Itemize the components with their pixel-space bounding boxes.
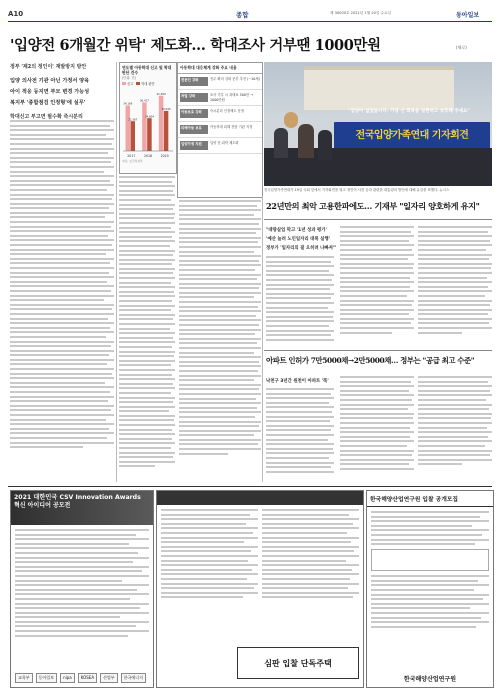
bar-value-label: 24,604 xyxy=(144,115,154,119)
lead-body-col-3 xyxy=(179,200,261,482)
photo-person-3 xyxy=(318,130,332,160)
table-row-value: 입양 전 위탁 제도화 xyxy=(210,141,239,145)
table-row-value: 즉시분리 인정제도 운영 xyxy=(210,109,244,113)
bar-2018-0 xyxy=(142,102,147,151)
banner-text: 전국입양가족연대 기자회견 xyxy=(355,130,469,141)
lead-sub-2: 입양 의사전 기관 아닌 가정서 양육 xyxy=(10,78,90,84)
photo-sign: "입양이 없었습니다. 가장 선 회복을 실현하고 보호해 주세요" xyxy=(348,109,470,114)
lead-headline: '입양전 6개월간 위탁' 제도화… 학대조사 거부땐 1000만원 xyxy=(10,37,381,54)
table-row-value: 조사 거부 시 과태료 500만 → 1000만원 xyxy=(210,93,253,102)
table-row xyxy=(178,90,262,106)
lead-body-col-1 xyxy=(10,120,114,482)
lead-subheads xyxy=(10,63,115,120)
press-photo xyxy=(264,62,492,186)
lead-sub-4: 복지부 '종합점검 인정형'에 실무' xyxy=(10,100,86,106)
bar-value-label: 22,367 xyxy=(128,118,138,122)
page-number: A10 xyxy=(8,10,24,18)
table-row-value: 아동학대 피해 전담 기관 지정 xyxy=(210,125,253,129)
table-row xyxy=(178,138,262,154)
apt-sub: 낙천구 3년간 원천이 아파트 '뚝' xyxy=(266,379,329,384)
table-row-key: 전문인 강화 xyxy=(180,77,208,86)
ad-right-footer: 한국해양산업연구원 xyxy=(403,676,457,683)
ad-middle-slogan-box xyxy=(237,647,359,679)
logo-1: 교육부 xyxy=(15,673,33,683)
photo-teddy xyxy=(284,112,298,128)
logo-3: nipa xyxy=(60,673,75,683)
ad-left xyxy=(10,490,154,688)
mid-body-col-3 xyxy=(418,226,492,346)
logo-6: 한국에너지 xyxy=(121,673,146,683)
bar-value-label: 30,045 xyxy=(161,108,171,112)
table-row-key: 피해아동 보호 xyxy=(180,125,208,134)
section-label: 종합 xyxy=(236,11,249,19)
lead-sub-5: 학대신고 부고면 필수확 즉시분리 xyxy=(10,114,83,120)
table-title: 아동학대 대응체계 강화 주요 내용 xyxy=(178,63,262,74)
x-tick-label: 2019 xyxy=(160,154,169,158)
mid-body-col-1 xyxy=(266,256,334,346)
legend-swatch-abuse xyxy=(136,82,140,85)
legend-label-abuse: 학대 판단 xyxy=(141,82,155,86)
table-row xyxy=(178,122,262,138)
lead-body-col-2 xyxy=(119,176,175,482)
bar-2017-1 xyxy=(131,121,136,151)
ad-left-logos xyxy=(15,673,149,683)
ad-right-title: 한국해양산업연구원 입찰 공개모집 xyxy=(367,491,493,507)
ad-middle-slogan: 심판 입찰 단독주택 xyxy=(264,658,332,668)
mid-headline: 22년만의 최악 고용한파에도… 기재부 "일자리 양호하게 유지" xyxy=(266,201,480,211)
mid-subheads xyxy=(266,227,346,251)
photo-caption: 전국입양가족연대가 19일 국회 앞에서 기자회견을 열고 정인이 사건 등과 관련한 대통령의 발언에 대해 유감을 표했다. 뉴시스 xyxy=(264,188,450,192)
lead-sub-3: 아이 적응 등지면 부모 변경 가능성 xyxy=(10,89,90,95)
table-row-value: 선무·확의 강화 문부 추진 (~10세) xyxy=(210,77,260,81)
apt-body-col-1 xyxy=(266,388,334,482)
mid-sub-1: "대량실업 막고 '1년 성과 평가' xyxy=(266,228,327,233)
apt-headline: 아파트 인허가 7만5000채→2만5000채… 정부는 "공급 최고 수준" xyxy=(266,356,475,365)
logo-5: 산업부 xyxy=(100,673,118,683)
bar-value-label: 41,389 xyxy=(156,93,166,97)
bar-chart xyxy=(120,87,176,159)
bar-2017-0 xyxy=(126,105,131,151)
chart-title: 연도별 아동학대 신고 및 학대 판단 건수 xyxy=(122,65,172,75)
legend-label-report: 신고 xyxy=(127,82,134,86)
issue-meta: 제 30000호 2021년 1월 20일 수요일 xyxy=(330,11,391,15)
table-row-key: 처벌 강화 xyxy=(180,93,208,102)
mid-sub-3: 정부가 '일자리의 질 오히려 나빠져'" xyxy=(266,246,337,251)
mid-body-col-2 xyxy=(340,226,414,346)
chart-box xyxy=(119,62,177,174)
photo-person-1 xyxy=(274,128,288,158)
measures-table xyxy=(177,62,263,198)
table-row-key: 입양가정 지원 xyxy=(180,141,208,150)
bar-2018-1 xyxy=(147,118,152,151)
ad-left-header xyxy=(11,491,153,525)
mid-sub-2: '예산 늘려 노인일자리 대폭 실행' xyxy=(266,237,330,242)
lead-tag: (채로) xyxy=(456,45,467,50)
brand-logo: 동아일보 xyxy=(456,12,480,19)
photo-building xyxy=(304,66,454,110)
chart-source: 자료: 보건복지부 xyxy=(122,159,143,163)
ad-left-title2: 혁신 아이디어 공모전 xyxy=(14,502,71,509)
bar-2019-0 xyxy=(159,96,164,151)
x-tick-label: 2018 xyxy=(143,154,153,158)
table-row xyxy=(178,74,262,90)
table-row-key: 아동보호 강화 xyxy=(180,109,208,118)
ad-middle xyxy=(156,490,364,688)
logo-4: KOSEA xyxy=(78,673,97,683)
logo-2: 동아일보 xyxy=(36,673,57,683)
bar-2019-1 xyxy=(164,111,169,151)
lead-sub-1: 정부 '제2의 정인이' 재발방지 방안 xyxy=(10,64,87,70)
apt-body-col-2 xyxy=(340,376,414,482)
header-rule xyxy=(8,21,492,22)
apt-body-col-3 xyxy=(418,376,492,482)
ad-left-title: 2021 대한민국 CSV Innovation Awards xyxy=(14,494,141,501)
photo-person-2 xyxy=(298,124,314,158)
legend-swatch-report xyxy=(122,82,126,85)
bar-value-label: 34,169 xyxy=(123,102,133,106)
bar-value-label: 36,417 xyxy=(139,99,149,103)
ad-right xyxy=(366,490,494,688)
x-tick-label: 2017 xyxy=(127,154,136,158)
chart-unit: (단위: 건) xyxy=(122,76,136,80)
table-row xyxy=(178,106,262,122)
photo-banner xyxy=(334,122,490,150)
